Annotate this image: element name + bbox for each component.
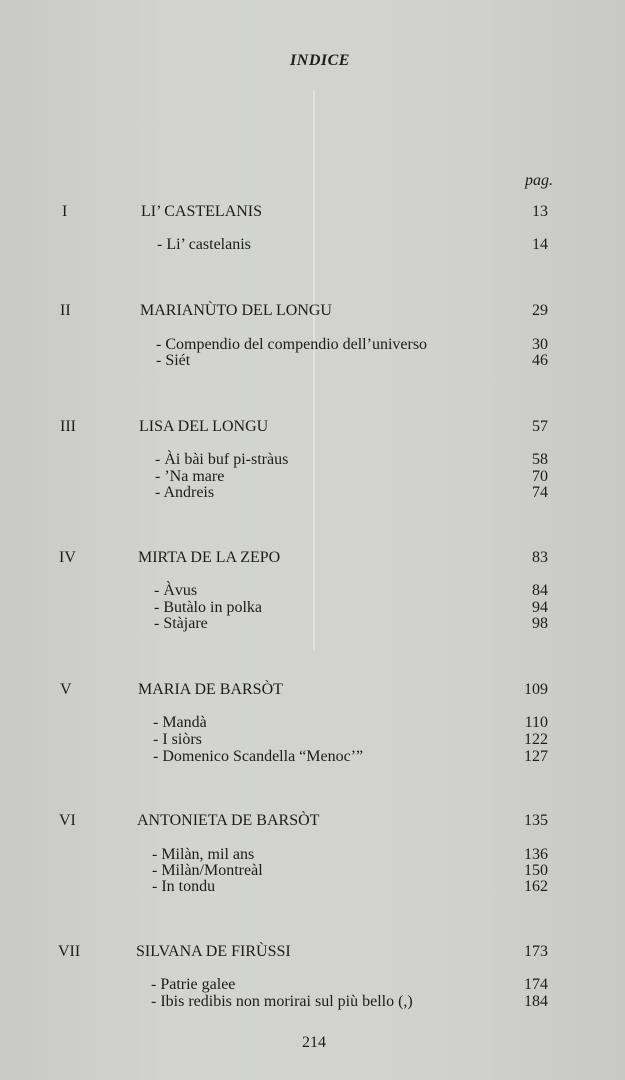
chapter-numeral: VII: [58, 943, 81, 960]
toc-entry: [0, 878, 625, 895]
chapter-title: MARIANÙTO DEL LONGU: [140, 302, 332, 319]
entry-page-number: 46: [532, 352, 548, 369]
chapter-title: ANTONIETA DE BARSÒT: [137, 812, 320, 829]
entry-title: - Compendio del compendio dell’universo: [156, 336, 428, 353]
entry-page-number: 122: [524, 731, 548, 748]
entry-page-number: 174: [524, 976, 548, 993]
chapter-numeral: VI: [59, 812, 76, 829]
toc-entry: [0, 993, 625, 1010]
chapter-title: LI’ CASTELANIS: [141, 203, 263, 220]
toc-entry: [0, 336, 625, 353]
chapter-title: SILVANA DE FIRÙSSI: [136, 943, 291, 960]
entry-title: - Siét: [156, 352, 191, 369]
chapter-page-number: 83: [532, 549, 548, 566]
entry-title: - Àvus: [154, 582, 198, 599]
chapter-numeral: II: [60, 302, 71, 319]
toc-entry: [0, 976, 625, 993]
entry-page-number: 74: [532, 484, 548, 501]
entry-page-number: 162: [524, 878, 548, 895]
entry-page-number: 30: [532, 336, 548, 353]
chapter-numeral: V: [60, 681, 72, 698]
chapter-page-number: 109: [524, 681, 548, 698]
toc-entry: [0, 714, 625, 731]
chapter-title: MARIA DE BARSÒT: [138, 681, 283, 698]
entry-title: - Milàn/Montreàl: [152, 862, 263, 879]
entry-page-number: 98: [532, 615, 548, 632]
index-title: INDICE: [290, 52, 350, 69]
toc-entry: [0, 599, 625, 616]
toc-entry: [0, 484, 625, 501]
chapter-page-number: 13: [532, 203, 548, 220]
entry-title: - Andreis: [155, 484, 215, 501]
entry-title: - In tondu: [152, 878, 216, 895]
toc-entry: [0, 236, 625, 253]
toc-entry: [0, 731, 625, 748]
page-fold-shadow: [313, 90, 315, 650]
entry-title: - ’Na mare: [155, 468, 225, 485]
entry-page-number: 150: [524, 862, 548, 879]
chapter-numeral: IV: [59, 549, 76, 566]
entry-page-number: 58: [532, 451, 548, 468]
page-number: 214: [302, 1034, 326, 1051]
toc-entry: [0, 352, 625, 369]
chapter-title: MIRTA DE LA ZEPO: [138, 549, 281, 566]
entry-page-number: 184: [524, 993, 548, 1010]
chapter-page-number: 135: [524, 812, 548, 829]
entry-title: - Patrie galee: [151, 976, 236, 993]
toc-entry: [0, 862, 625, 879]
toc-entry: [0, 748, 625, 765]
chapter-page-number: 57: [532, 418, 548, 435]
page-column-label: pag.: [525, 172, 553, 189]
entry-title: - Mandà: [153, 714, 207, 731]
entry-title: - Ài bài buf pi-stràus: [155, 451, 289, 468]
chapter-page-number: 29: [532, 302, 548, 319]
chapter-title: LISA DEL LONGU: [139, 418, 269, 435]
chapter-page-number: 173: [524, 943, 548, 960]
chapter-numeral: I: [62, 203, 68, 220]
entry-title: - I siòrs: [153, 731, 202, 748]
toc-entry: [0, 615, 625, 632]
entry-title: - Stàjare: [154, 615, 208, 632]
chapter-numeral: III: [60, 418, 76, 435]
entry-page-number: 14: [532, 236, 548, 253]
entry-page-number: 84: [532, 582, 548, 599]
entry-page-number: 127: [524, 748, 548, 765]
entry-page-number: 94: [532, 599, 548, 616]
entry-title: - Butàlo in polka: [154, 599, 262, 616]
entry-page-number: 70: [532, 468, 548, 485]
entry-page-number: 136: [524, 846, 548, 863]
toc-entry: [0, 582, 625, 599]
toc-entry: [0, 468, 625, 485]
entry-title: - Li’ castelanis: [157, 236, 251, 253]
toc-entry: [0, 846, 625, 863]
entry-title: - Milàn, mil ans: [152, 846, 255, 863]
entry-page-number: 110: [524, 714, 548, 731]
toc-entry: [0, 451, 625, 468]
entry-title: - Ibis redibis non morirai sul più bello (,): [151, 993, 413, 1010]
entry-title: - Domenico Scandella “Menoc’”: [153, 748, 364, 765]
